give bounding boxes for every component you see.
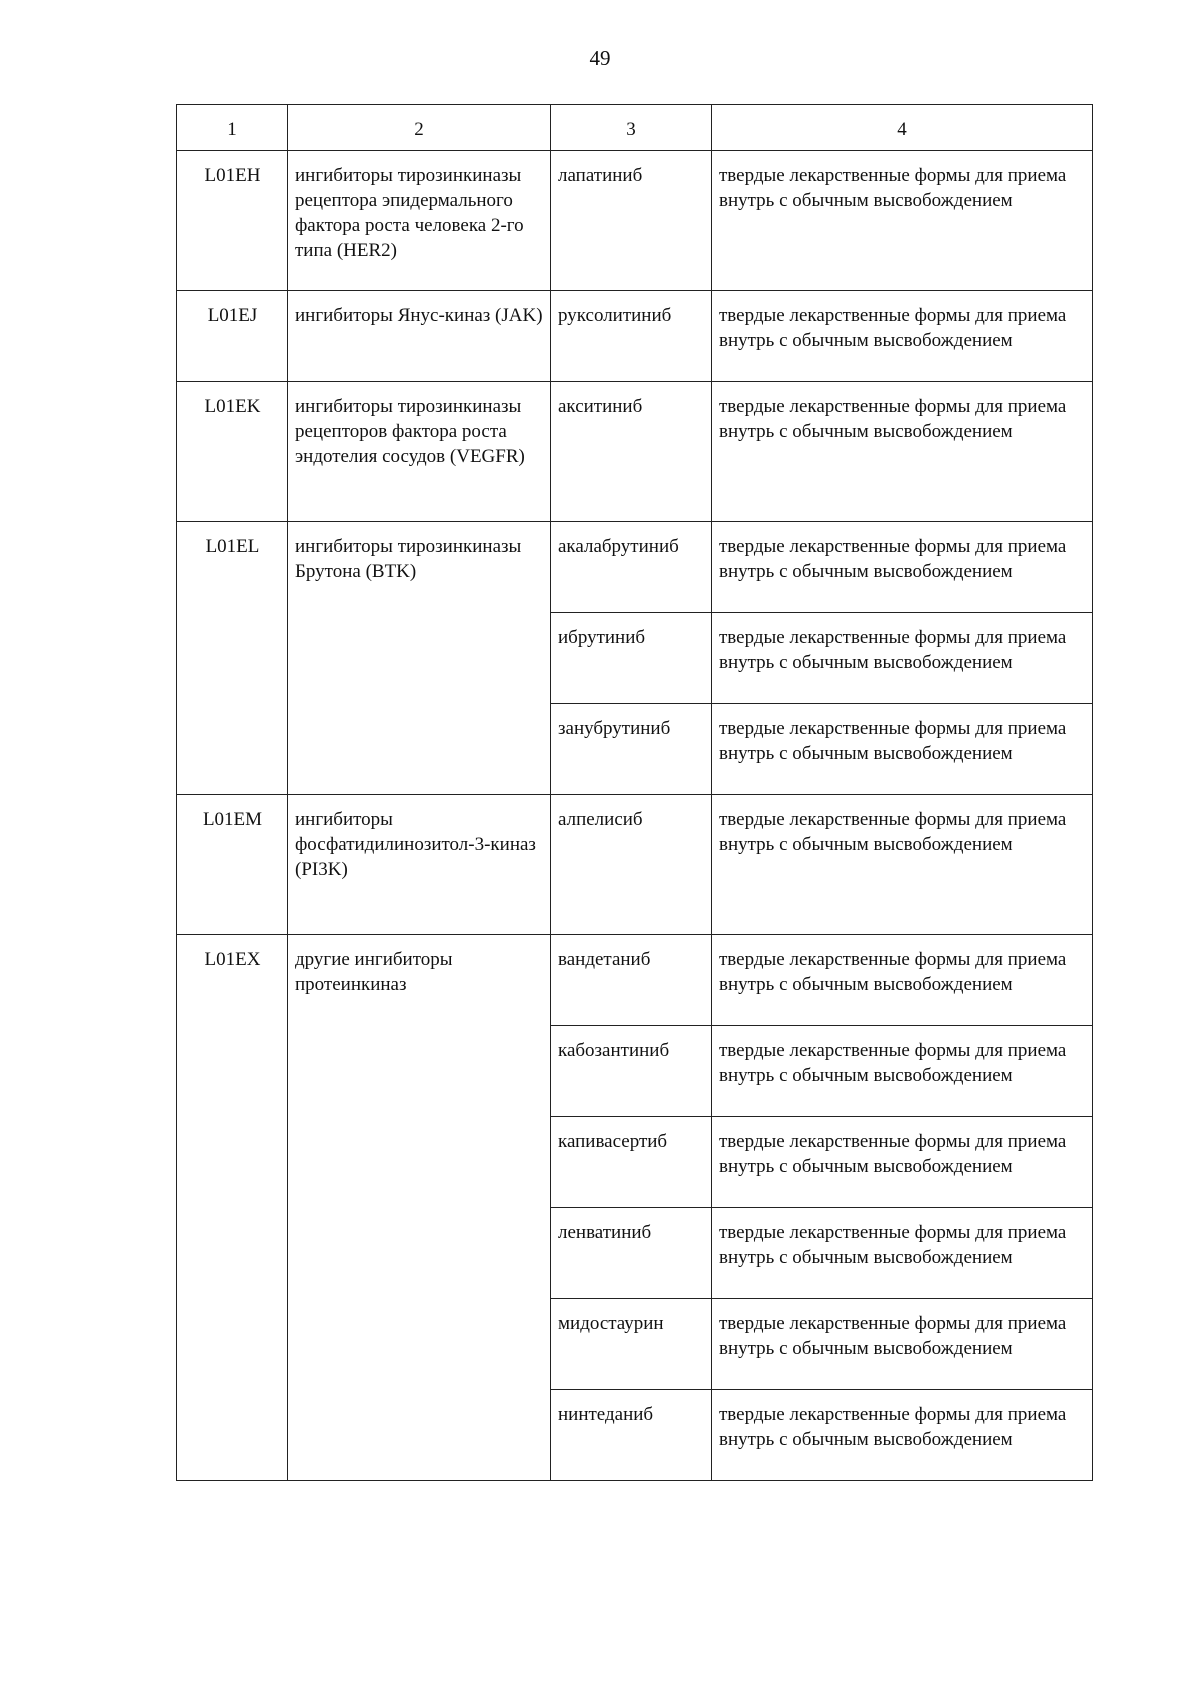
drug-name-cell: капивасертиб (551, 1117, 712, 1208)
dosage-form-cell: твердые лекарственные формы для приема внутрь с обычным высвобождением (712, 151, 1093, 291)
drug-name-cell: акситиниб (551, 382, 712, 522)
column-header: 3 (551, 105, 712, 151)
atc-code-cell: L01EL (177, 522, 288, 795)
table-row (177, 795, 1093, 935)
dosage-form-cell: твердые лекарственные формы для приема внутрь с обычным высвобождением (712, 613, 1093, 704)
drug-name-cell: руксолитиниб (551, 291, 712, 382)
dosage-form-cell: твердые лекарственные формы для приема внутрь с обычным высвобождением (712, 1208, 1093, 1299)
drug-name-cell: ибрутиниб (551, 613, 712, 704)
group-name-cell: ингибиторы тирозинкиназы Брутона (BTK) (288, 522, 551, 795)
dosage-form-cell: твердые лекарственные формы для приема внутрь с обычным высвобождением (712, 704, 1093, 795)
dosage-form-cell: твердые лекарственные формы для приема внутрь с обычным высвобождением (712, 1026, 1093, 1117)
atc-code-cell: L01EX (177, 935, 288, 1481)
dosage-form-cell: твердые лекарственные формы для приема внутрь с обычным высвобождением (712, 795, 1093, 935)
dosage-form-cell: твердые лекарственные формы для приема внутрь с обычным высвобождением (712, 1117, 1093, 1208)
table-body (177, 151, 1093, 1481)
dosage-form-cell: твердые лекарственные формы для приема внутрь с обычным высвобождением (712, 291, 1093, 382)
atc-code-cell: L01EM (177, 795, 288, 935)
drug-table (176, 104, 1093, 1481)
drug-name-cell: алпелисиб (551, 795, 712, 935)
column-header: 2 (288, 105, 551, 151)
atc-code-cell: L01EH (177, 151, 288, 291)
drug-name-cell: ленватиниб (551, 1208, 712, 1299)
group-name-cell: ингибиторы тирозинкиназы рецептора эпидермального фактора роста человека 2-го типа (HER2) (288, 151, 551, 291)
table-row (177, 522, 1093, 613)
atc-code-cell: L01EJ (177, 291, 288, 382)
drug-name-cell: лапатиниб (551, 151, 712, 291)
dosage-form-cell: твердые лекарственные формы для приема внутрь с обычным высвобождением (712, 382, 1093, 522)
group-name-cell: ингибиторы фосфатидилинозитол-3-киназ (PI3K) (288, 795, 551, 935)
drug-name-cell: вандетаниб (551, 935, 712, 1026)
drug-name-cell: занубрутиниб (551, 704, 712, 795)
table-row (177, 291, 1093, 382)
group-name-cell: другие ингибиторы протеинкиназ (288, 935, 551, 1481)
drug-name-cell: акалабрутиниб (551, 522, 712, 613)
table-row (177, 151, 1093, 291)
drug-name-cell: нинтеданиб (551, 1390, 712, 1481)
page-number: 49 (589, 46, 611, 70)
column-header: 4 (712, 105, 1093, 151)
group-name-cell: ингибиторы тирозинкиназы рецепторов фактора роста эндотелия сосудов (VEGFR) (288, 382, 551, 522)
dosage-form-cell: твердые лекарственные формы для приема внутрь с обычным высвобождением (712, 935, 1093, 1026)
column-header: 1 (177, 105, 288, 151)
atc-code-cell: L01EK (177, 382, 288, 522)
dosage-form-cell: твердые лекарственные формы для приема внутрь с обычным высвобождением (712, 1390, 1093, 1481)
table-row (177, 382, 1093, 522)
dosage-form-cell: твердые лекарственные формы для приема внутрь с обычным высвобождением (712, 1299, 1093, 1390)
table-row (177, 935, 1093, 1026)
table-header-row (177, 105, 1093, 151)
drug-name-cell: кабозантиниб (551, 1026, 712, 1117)
group-name-cell: ингибиторы Янус-киназ (JAK) (288, 291, 551, 382)
drug-name-cell: мидостаурин (551, 1299, 712, 1390)
dosage-form-cell: твердые лекарственные формы для приема внутрь с обычным высвобождением (712, 522, 1093, 613)
